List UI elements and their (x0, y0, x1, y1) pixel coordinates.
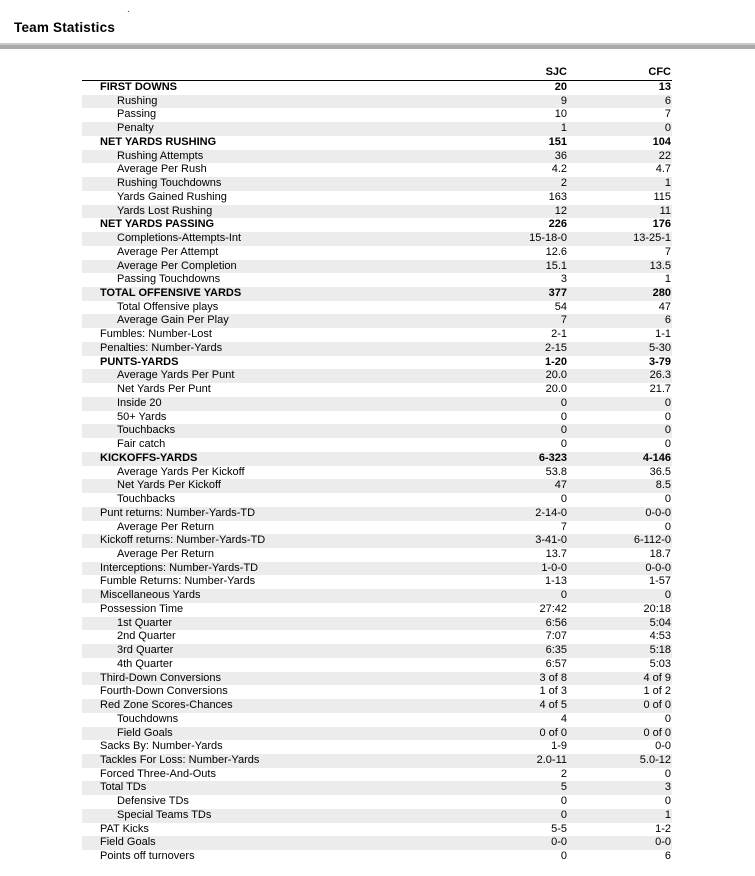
stat-value-sjc: 1-9 (551, 740, 567, 753)
stat-value-sjc: 53.8 (545, 465, 567, 478)
table-row (82, 699, 672, 713)
stat-value-cfc: 5.0-12 (639, 753, 671, 766)
stat-label: Completions-Attempts-Int (117, 232, 242, 245)
stat-label: Forced Three-And-Outs (100, 767, 216, 780)
column-header-sjc: SJC (464, 59, 568, 81)
stat-value-cfc: 20:18 (643, 602, 671, 615)
stat-label: Sacks By: Number-Yards (100, 740, 223, 753)
stat-value-sjc: 47 (554, 479, 567, 492)
stat-value-cfc: 0 (664, 410, 671, 423)
stat-value-sjc: 3 of 8 (539, 671, 567, 684)
table-row (82, 795, 672, 809)
stat-value-sjc: 1-0-0 (541, 561, 567, 574)
table-row (82, 603, 672, 617)
stat-value-sjc: 0 (560, 493, 567, 506)
stat-value-cfc: 0 (664, 767, 671, 780)
table-row (82, 411, 672, 425)
stat-label: 50+ Yards (117, 410, 167, 423)
stat-value-sjc: 7 (560, 520, 567, 533)
stat-label: Average Per Return (117, 547, 215, 560)
stat-label: PAT Kicks (100, 822, 149, 835)
stat-value-sjc: 0 (560, 424, 567, 437)
stat-value-sjc: 4.2 (551, 163, 567, 176)
stat-value-sjc: 54 (554, 300, 567, 313)
stat-value-sjc: 12.6 (545, 245, 567, 258)
table-row (82, 328, 672, 342)
table-body (82, 81, 672, 864)
stat-value-sjc: 377 (548, 287, 567, 300)
stat-value-sjc: 2-1 (551, 328, 567, 341)
stat-value-cfc: 4:53 (649, 630, 671, 643)
table-header (82, 59, 672, 81)
stat-value-sjc: 2.0-11 (536, 753, 567, 766)
stat-label: Fair catch (117, 438, 166, 451)
stat-value-sjc: 7 (560, 314, 567, 327)
table-row (82, 521, 672, 535)
stat-value-sjc: 2-14-0 (535, 506, 567, 519)
table-row (82, 81, 672, 95)
stat-value-cfc: 0 (664, 589, 671, 602)
stat-label: Red Zone Scores-Chances (100, 699, 233, 712)
stat-value-sjc: 0 (560, 396, 567, 409)
stat-value-cfc: 7 (664, 108, 671, 121)
team-statistics-table (82, 59, 672, 864)
table-row (82, 246, 672, 260)
stat-label: Net Yards Per Punt (117, 383, 211, 396)
table-row (82, 397, 672, 411)
stat-value-sjc: 3-41-0 (535, 534, 567, 547)
stat-value-sjc: 4 (560, 712, 567, 725)
stat-label: Touchbacks (117, 424, 176, 437)
stat-value-sjc: 27:42 (539, 602, 567, 615)
stat-label: Net Yards Per Kickoff (117, 479, 221, 492)
table-row (82, 232, 672, 246)
stat-value-cfc: 0-0-0 (645, 506, 671, 519)
stat-value-cfc: 6 (664, 94, 671, 107)
table-row (82, 108, 672, 122)
stat-label: 2nd Quarter (117, 630, 176, 643)
stat-label: PUNTS-YARDS (100, 355, 179, 368)
stat-value-sjc: 1 of 3 (539, 685, 567, 698)
stat-value-cfc: 3-79 (648, 355, 671, 368)
stat-label: Average Per Return (117, 520, 215, 533)
stat-value-sjc: 4 of 5 (539, 699, 567, 712)
stat-value-cfc: 0 of 0 (643, 726, 671, 739)
stat-value-sjc: 6-323 (538, 451, 567, 464)
stat-label: Average Per Rush (117, 163, 207, 176)
stat-value-sjc: 6:56 (545, 616, 567, 629)
stat-value-cfc: 13 (658, 81, 671, 93)
stat-value-cfc: 36.5 (649, 465, 671, 478)
stat-label: Third-Down Conversions (100, 671, 222, 684)
table-row (82, 781, 672, 795)
stat-value-sjc: 9 (560, 94, 567, 107)
table-row (82, 617, 672, 631)
stat-label: Penalty (117, 122, 154, 135)
table-row (82, 136, 672, 150)
table-row (82, 630, 672, 644)
stat-value-cfc: 4-146 (642, 451, 671, 464)
stat-label: Passing Touchdowns (117, 273, 221, 286)
table-row (82, 122, 672, 136)
stat-label: Tackles For Loss: Number-Yards (100, 753, 260, 766)
stat-label: Fumbles: Number-Lost (100, 328, 212, 341)
table-row (82, 369, 672, 383)
stat-value-cfc: 4 of 9 (643, 671, 671, 684)
table-row (82, 479, 672, 493)
stat-value-cfc: 1 (664, 177, 671, 190)
stat-value-cfc: 8.5 (655, 479, 671, 492)
stat-label: 1st Quarter (117, 616, 173, 629)
stat-value-cfc: 7 (664, 245, 671, 258)
stat-label: Interceptions: Number-Yards-TD (100, 561, 259, 574)
table-row (82, 713, 672, 727)
table-row (82, 823, 672, 837)
column-header-stat (82, 59, 464, 81)
table-row (82, 548, 672, 562)
table-row (82, 589, 672, 603)
table-row (82, 273, 672, 287)
table-row (82, 218, 672, 232)
stat-label: Penalties: Number-Yards (100, 341, 223, 354)
stat-value-cfc: 11 (659, 204, 671, 217)
stat-value-cfc: 6 (664, 850, 671, 863)
stat-value-cfc: 280 (652, 287, 671, 300)
stat-value-cfc: 0 (664, 795, 671, 808)
table-row (82, 534, 672, 548)
stat-label: Yards Gained Rushing (117, 190, 227, 203)
stat-label: FIRST DOWNS (100, 81, 177, 93)
stat-value-sjc: 20.0 (545, 369, 567, 382)
table-row (82, 260, 672, 274)
stat-label: Fourth-Down Conversions (100, 685, 228, 698)
table-row (82, 644, 672, 658)
stat-value-cfc: 0 (664, 712, 671, 725)
stat-value-cfc: 0 (664, 424, 671, 437)
stat-value-sjc: 12 (554, 204, 567, 217)
stat-label: Total Offensive plays (117, 300, 219, 313)
stat-value-sjc: 15.1 (545, 259, 567, 272)
table-row (82, 301, 672, 315)
stat-value-sjc: 0 (560, 589, 567, 602)
stat-label: Total TDs (100, 781, 147, 794)
stat-value-cfc: 4.7 (655, 163, 671, 176)
table-row (82, 575, 672, 589)
table-row (82, 356, 672, 370)
table-row (82, 150, 672, 164)
stat-label: Average Per Attempt (117, 245, 219, 258)
table-row (82, 672, 672, 686)
table-row (82, 424, 672, 438)
stat-value-sjc: 1-20 (544, 355, 567, 368)
stat-value-sjc: 0 (560, 410, 567, 423)
stat-value-sjc: 5 (560, 781, 567, 794)
stat-value-sjc: 7:07 (545, 630, 567, 643)
stat-value-cfc: 115 (653, 190, 671, 203)
stat-label: NET YARDS RUSHING (100, 135, 217, 148)
stat-label: Special Teams TDs (117, 808, 212, 821)
stat-value-cfc: 47 (658, 300, 671, 313)
stat-label: Passing (117, 108, 157, 121)
title-divider-rule (0, 43, 755, 49)
stat-label: Rushing Touchdowns (117, 177, 222, 190)
table-row (82, 685, 672, 699)
stat-value-cfc: 5:03 (649, 657, 671, 670)
stat-label: Average Per Completion (117, 259, 237, 272)
table-row (82, 507, 672, 521)
stat-value-sjc: 3 (560, 273, 567, 286)
stat-value-sjc: 20.0 (545, 383, 567, 396)
stat-value-sjc: 0 (560, 808, 567, 821)
table-row (82, 177, 672, 191)
stat-value-cfc: 6-112-0 (633, 534, 671, 547)
table-header-row (82, 59, 672, 81)
stat-value-sjc: 0 of 0 (539, 726, 567, 739)
stat-label: NET YARDS PASSING (100, 218, 215, 231)
stat-label: Touchbacks (117, 493, 176, 506)
stat-value-cfc: 5-30 (648, 341, 671, 354)
stat-value-sjc: 1-13 (544, 575, 567, 588)
table-row (82, 452, 672, 466)
table-row (82, 287, 672, 301)
stat-label: 3rd Quarter (117, 644, 174, 657)
stat-value-sjc: 226 (548, 218, 567, 231)
stat-value-cfc: 22 (658, 149, 671, 162)
stat-label: Possession Time (100, 602, 184, 615)
stat-value-cfc: 5:04 (649, 616, 671, 629)
table-row (82, 740, 672, 754)
stat-value-sjc: 6:57 (545, 657, 567, 670)
stat-value-sjc: 2-15 (544, 341, 567, 354)
stat-label: Yards Lost Rushing (117, 204, 213, 217)
page-title: Team Statistics (14, 20, 116, 35)
table-row (82, 562, 672, 576)
table-row (82, 191, 672, 205)
stat-value-cfc: 0-0-0 (645, 561, 671, 574)
stat-value-sjc: 10 (554, 108, 567, 121)
table-row (82, 438, 672, 452)
stat-value-cfc: 18.7 (649, 547, 671, 560)
table-row (82, 727, 672, 741)
stat-value-cfc: 1-57 (648, 575, 671, 588)
stat-value-cfc: 0-0 (655, 740, 671, 753)
table-row (82, 314, 672, 328)
stat-label: Points off turnovers (100, 850, 195, 863)
stat-label: Touchdowns (117, 712, 179, 725)
stat-label: KICKOFFS-YARDS (100, 451, 198, 464)
column-header-cfc: CFC (568, 59, 672, 81)
table-row (82, 95, 672, 109)
stat-value-cfc: 1 (664, 808, 671, 821)
stat-value-cfc: 104 (652, 135, 671, 148)
stat-value-cfc: 0-0 (655, 836, 671, 849)
stat-value-cfc: 1-1 (655, 328, 671, 341)
stat-value-cfc: 26.3 (649, 369, 671, 382)
stat-value-cfc: 0 (664, 438, 671, 451)
stat-value-sjc: 5-5 (551, 822, 567, 835)
table-row (82, 163, 672, 177)
stat-value-sjc: 0 (560, 438, 567, 451)
stat-label: Average Yards Per Kickoff (117, 465, 245, 478)
table-row (82, 342, 672, 356)
stat-value-sjc: 0-0 (551, 836, 567, 849)
table-row (82, 836, 672, 850)
stat-value-sjc: 163 (548, 190, 567, 203)
stat-label: Inside 20 (117, 396, 162, 409)
stat-value-cfc: 0 (664, 493, 671, 506)
stat-label: Rushing (117, 94, 158, 107)
stat-label: Fumble Returns: Number-Yards (100, 575, 256, 588)
table-row (82, 754, 672, 768)
stat-value-cfc: 21.7 (649, 383, 671, 396)
table-row (82, 383, 672, 397)
stat-value-sjc: 2 (560, 767, 567, 780)
stat-label: 4th Quarter (117, 657, 173, 670)
stat-value-sjc: 0 (560, 850, 567, 863)
stat-value-cfc: 6 (664, 314, 671, 327)
stat-value-cfc: 1-2 (655, 822, 671, 835)
table-row (82, 205, 672, 219)
stat-value-sjc: 13.7 (545, 547, 567, 560)
stat-value-cfc: 0 of 0 (643, 699, 671, 712)
table-row (82, 850, 672, 864)
stat-value-cfc: 1 of 2 (643, 685, 671, 698)
stat-value-sjc: 15-18-0 (529, 232, 567, 245)
stat-value-sjc: 6:35 (545, 644, 567, 657)
stat-value-cfc: 5:18 (649, 644, 671, 657)
stat-label: Defensive TDs (117, 795, 189, 808)
stat-value-cfc: 0 (664, 520, 671, 533)
stat-value-cfc: 3 (664, 781, 671, 794)
stat-label: Punt returns: Number-Yards-TD (100, 506, 256, 519)
stat-value-sjc: 2 (560, 177, 567, 190)
stat-value-cfc: 1 (664, 273, 671, 286)
stat-value-cfc: 13.5 (649, 259, 671, 272)
stat-label: Field Goals (117, 726, 173, 739)
table-row (82, 466, 672, 480)
table-row (82, 658, 672, 672)
stat-label: Miscellaneous Yards (100, 589, 201, 602)
stat-label: Average Gain Per Play (117, 314, 229, 327)
stat-label: Average Yards Per Punt (117, 369, 235, 382)
stat-value-sjc: 20 (554, 81, 567, 93)
stat-value-sjc: 0 (560, 795, 567, 808)
stat-label: Rushing Attempts (117, 149, 204, 162)
table-row (82, 809, 672, 823)
stat-value-cfc: 176 (652, 218, 671, 231)
table-row (82, 493, 672, 507)
stat-label: Field Goals (100, 836, 156, 849)
stat-value-sjc: 36 (554, 149, 567, 162)
stat-value-cfc: 0 (664, 396, 671, 409)
stat-label: Kickoff returns: Number-Yards-TD (100, 534, 266, 547)
stat-value-cfc: 0 (664, 122, 671, 135)
stat-label: TOTAL OFFENSIVE YARDS (100, 287, 242, 300)
table-row (82, 768, 672, 782)
stat-value-sjc: 1 (560, 122, 567, 135)
page-top-dot: . (127, 4, 130, 15)
stat-value-sjc: 151 (548, 135, 567, 148)
stat-value-cfc: 13-25-1 (633, 232, 671, 245)
